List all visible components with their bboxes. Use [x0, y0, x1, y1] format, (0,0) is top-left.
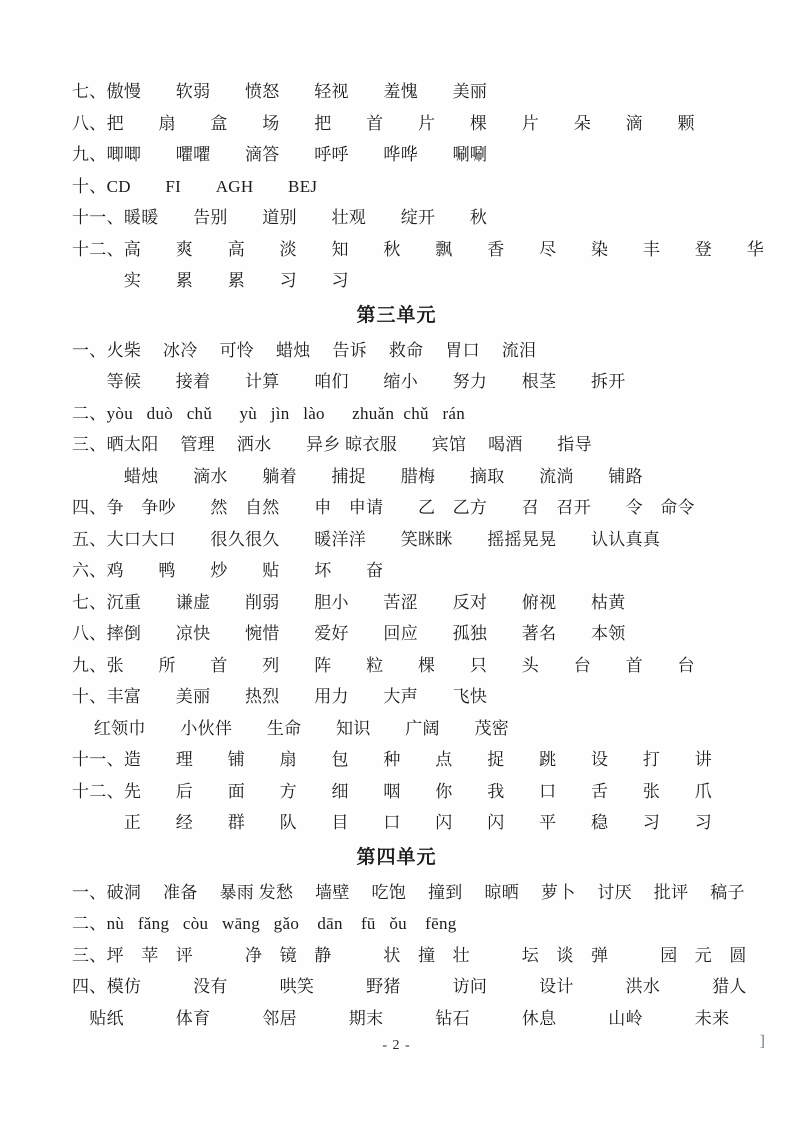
right-margin-bracket: ]	[759, 1033, 765, 1050]
unit3-heading: 第三单元	[356, 304, 437, 326]
text-line: 蜡烛 滴水 躺着 捕捉 腊梅 摘取 流淌 铺路	[72, 466, 643, 486]
text-line: 九、张 所 首 列 阵 粒 棵 只 头 台 首 台	[72, 655, 695, 675]
section-unit2-continuation	[72, 76, 793, 297]
text-line: 实 累 累 习 习	[72, 271, 349, 290]
unit4-heading: 第四单元	[356, 846, 437, 868]
text-line: 贴纸 体育 邻居 期末 钻石 休息 山岭 未来	[72, 1008, 730, 1028]
text-line: 十二、高 爽 高 淡 知 秋 飘 香 尽 染 丰 登 华	[72, 239, 764, 259]
text-line: 一、破洞 准备 暴雨 发愁 墙壁 吃饱 撞到 晾晒 萝卜 讨厌 批评 稿子	[72, 882, 745, 902]
text-line: 正 经 群 队 目 口 闪 闪 平 稳 习 习	[72, 813, 713, 832]
section-unit3	[72, 303, 793, 839]
page-number: - 2 -	[382, 1038, 411, 1053]
text-line: 等候 接着 计算 咱们 缩小 努力 根茎 拆开	[72, 372, 626, 391]
text-line: 八、摔倒 凉快 惋惜 爱好 回应 孤独 著名 本领	[72, 624, 626, 643]
text-line: 三、坪 苹 评 净 镜 静 状 撞 壮 坛 谈 弹 园 元 圆	[72, 945, 747, 965]
text-line: 三、晒太阳 管理 洒水 异乡 晾衣服 宾馆 喝酒 指导	[72, 435, 592, 454]
text-line: 五、大口大口 很久很久 暖洋洋 笑眯眯 摇摇晃晃 认认真真	[72, 529, 661, 549]
text-line: 十一、暖暖 告别 道别 壮观 绽开 秋	[72, 208, 488, 227]
text-line: 六、鸡 鸭 炒 贴 坏 奋	[72, 561, 384, 580]
text-line: 九、唧唧 㘗㘗 滴答 呼呼 哗哗 唰唰	[72, 145, 488, 164]
text-line: 十一、造 理 铺 扇 包 种 点 捉 跳 设 打 讲	[72, 750, 713, 769]
text-line: 二、yòu duò chǔ yù jìn lào zhuǎn chǔ rán	[72, 403, 466, 423]
text-line: 二、nù fǎng còu wāng gǎo dān fū ǒu fēng	[72, 914, 457, 933]
text-line: 七、傲慢 软弱 愤怒 轻视 羞愧 美丽	[72, 82, 488, 101]
text-line: 十二、先 后 面 方 细 咽 你 我 口 舌 张 爪	[72, 781, 713, 801]
text-line: 一、火柴 冰冷 可怜 蜡烛 告诉 救命 胃口 流泪	[72, 340, 537, 360]
section-unit4	[72, 845, 793, 1035]
text-line: 四、争 争吵 然 自然 申 申请 乙 乙方 召 召开 令 命令	[72, 498, 695, 517]
text-line: 七、沉重 谦虚 削弱 胆小 苦涩 反对 俯视 枯黄	[72, 592, 626, 612]
text-line: 四、模仿 没有 哄笑 野猪 访问 设计 洪水 猎人	[72, 977, 747, 996]
text-line: 十、丰富 美丽 热烈 用力 大声 飞快	[72, 687, 488, 706]
text-line: 红领巾 小伙伴 生命 知识 广阔 茂密	[72, 718, 510, 738]
text-line: 十、CD FI AGH BEJ	[72, 176, 318, 196]
text-line: 八、把 扇 盒 场 把 首 片 棵 片 朵 滴 颗	[72, 113, 695, 133]
